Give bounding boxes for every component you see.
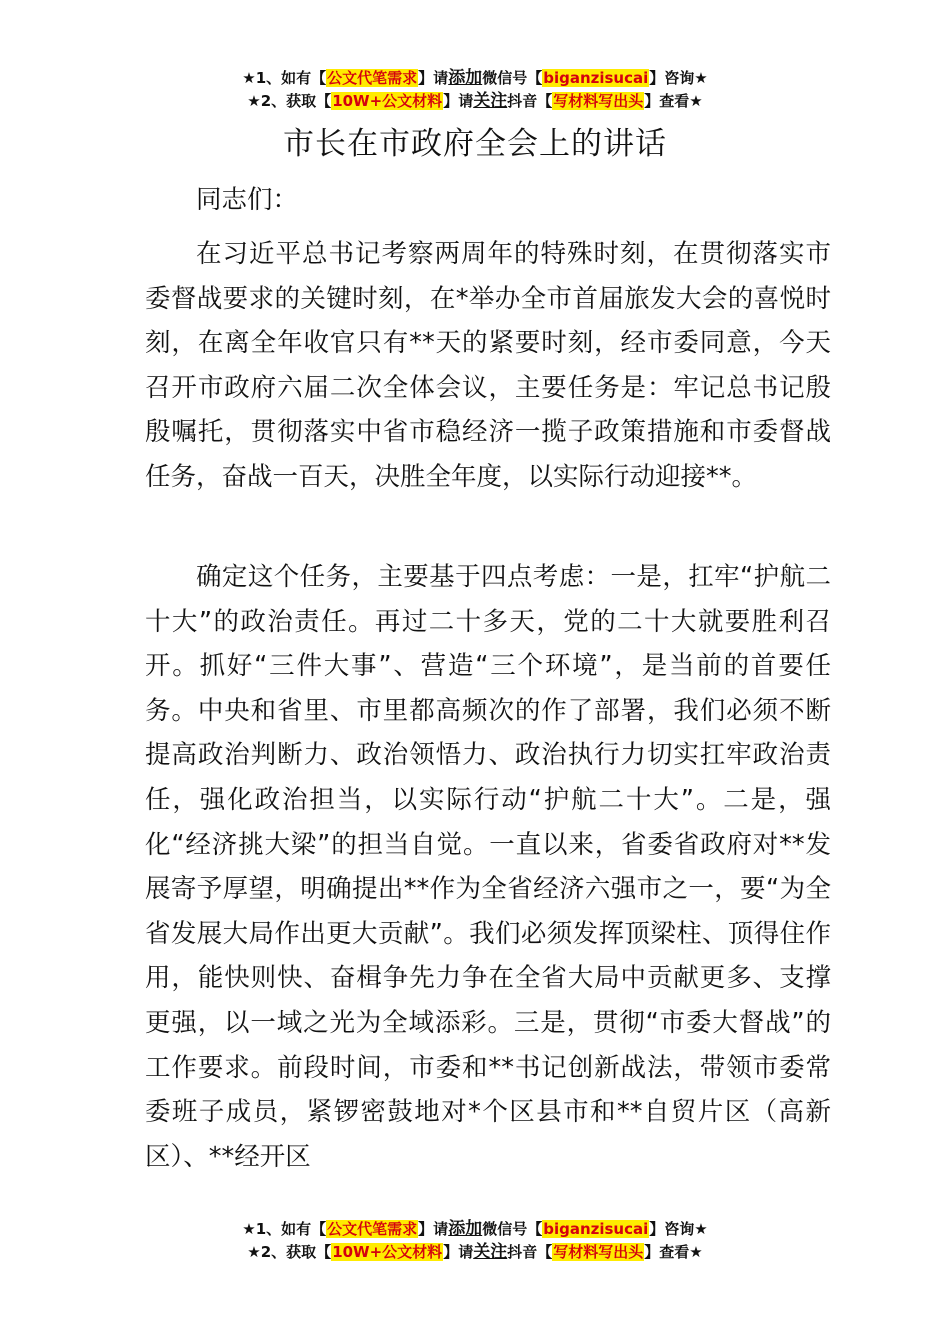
highlight-materials: 10W+公文材料 xyxy=(332,92,443,110)
promo-banner-bottom xyxy=(0,1218,950,1264)
greeting-text: 同志们： xyxy=(196,185,299,215)
promo-banner-top xyxy=(0,67,950,113)
highlight-service: 公文代笔需求 xyxy=(327,69,418,87)
highlight-douyin: 写材料写出头 xyxy=(553,92,644,110)
highlight-service: 公文代笔需求 xyxy=(327,1220,418,1238)
promo-line-1: ★1、如有【公文代笔需求】请添加微信号【biganzisucai】咨询★ xyxy=(242,68,708,88)
paragraph-text: 确定这个任务，主要基于四点考虑：一是，扛牢“护航二十大”的政治责任。再过二十多天，党的二十大就要胜利召开。抓好“三件大事”、营造“三个环境”，是当前的首要任务。中央和省里、市里都高频次的作了部署，我们必须不断提高政治判断力、政治领悟力、政治执行力切实扛牢政治责任，强化政治担当，以实际行动“护航二十大”。二是，强化“经济挑大梁”的担当自觉。一直以来，省委省政府对**发展寄予厚望，明确提出**作为全省经济六强市之一，要“为全省发展大局作出更大贡献”。我们必须发挥顶梁柱、顶得住作用，能快则快、奋楫争先力争在全省大局中贡献更多、支撑更强，以一域之光为全域添彩。三是，贯彻“市委大督战”的工作要求。前段时间，市委和**书记创新战法，带领市委常委班子成员，紧锣密鼓地对*个区县市和**自贸片区（高新区）、**经开区 xyxy=(145,562,831,1172)
highlight-wechat-id: biganzisucai xyxy=(543,69,649,87)
promo-line-2: ★2、获取【10W+公文材料】请关注抖音【写材料写出头】查看★ xyxy=(247,91,703,111)
paragraph-text: 在习近平总书记考察两周年的特殊时刻，在贯彻落实市委督战要求的关键时刻，在*举办全市首届旅发大会的喜悦时刻，在离全年收官只有**天的紧要时刻，经市委同意，今天召开市政府六届二次全体会议，主要任务是：牢记总书记殷殷嘱托，贯彻落实中省市稳经济一揽子政策措施和市委督战任务，奋战一百天，决胜全年度，以实际行动迎接**。 xyxy=(145,239,831,492)
body-paragraph-2 xyxy=(145,555,831,1179)
promo-line-1: ★1、如有【公文代笔需求】请添加微信号【biganzisucai】咨询★ xyxy=(242,1219,708,1239)
highlight-materials: 10W+公文材料 xyxy=(332,1243,443,1261)
highlight-douyin: 写材料写出头 xyxy=(553,1243,644,1261)
body-paragraph-1 xyxy=(145,232,831,500)
greeting xyxy=(145,178,831,223)
highlight-wechat-id: biganzisucai xyxy=(543,1220,649,1238)
document-title: 市长在市政府全会上的讲话 xyxy=(283,126,667,162)
promo-line-2: ★2、获取【10W+公文材料】请关注抖音【写材料写出头】查看★ xyxy=(247,1242,703,1262)
